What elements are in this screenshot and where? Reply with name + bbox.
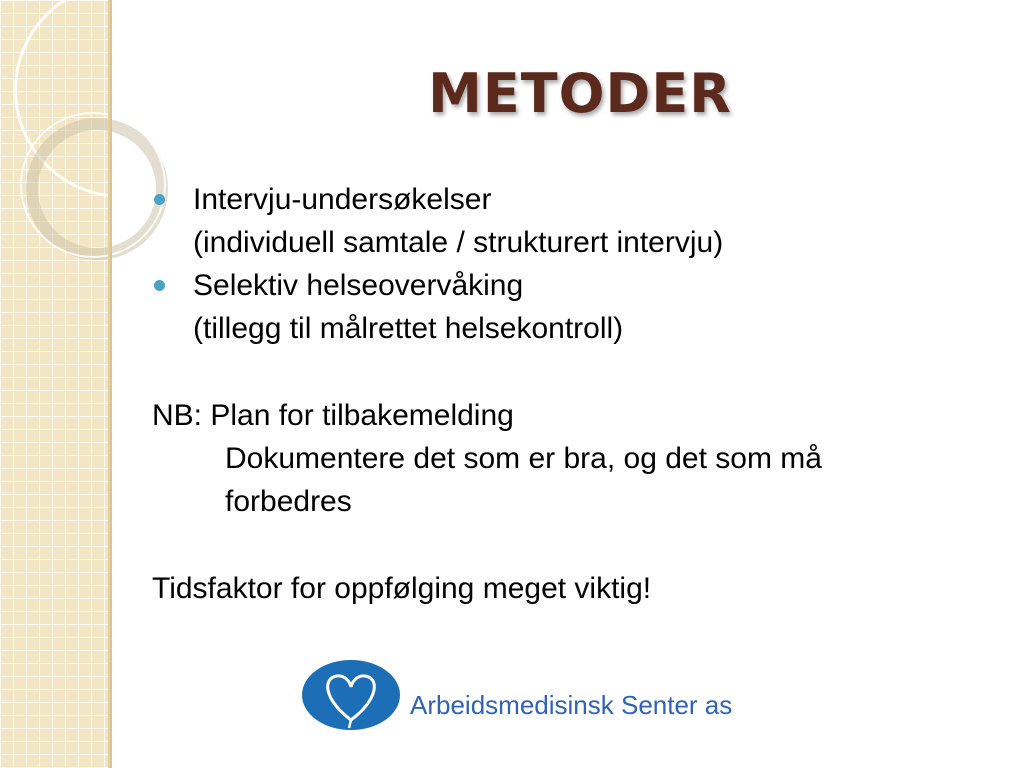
company-logo [302,660,772,732]
heart-icon [302,660,400,730]
slide-body [152,178,972,610]
decorative-ring [20,112,166,258]
bullet-item [152,264,972,307]
logo-text: Arbeidsmedisinsk Senter as [410,690,733,720]
bullet-subtext-row [152,307,972,350]
slide-title: METODER [428,62,732,125]
logo-oval [302,660,400,730]
nb-label: NB: Plan for tilbakemelding [152,399,514,432]
bullet-subtext-row [152,221,972,264]
bullet-icon [154,280,165,291]
side-panel-edge [108,0,112,768]
spacer [152,523,972,567]
bullet-subtext: (tillegg til målrettet helsekontroll) [193,312,624,345]
bullet-subtext: (individuell samtale / strukturert intervju) [193,226,724,259]
bullet-main-text: Intervju-undersøkelser [193,183,492,216]
bullet-item [152,178,972,221]
nb-detail-line: Dokumentere det som er bra, og det som må [225,442,822,475]
spacer [152,350,972,394]
closing-statement: Tidsfaktor for oppfølging meget viktig! [152,572,652,605]
nb-detail-line: forbedres [225,485,352,518]
bullet-icon [154,194,165,205]
decorative-side-panel [0,0,112,768]
bullet-main-text: Selektiv helseovervåking [193,269,524,302]
